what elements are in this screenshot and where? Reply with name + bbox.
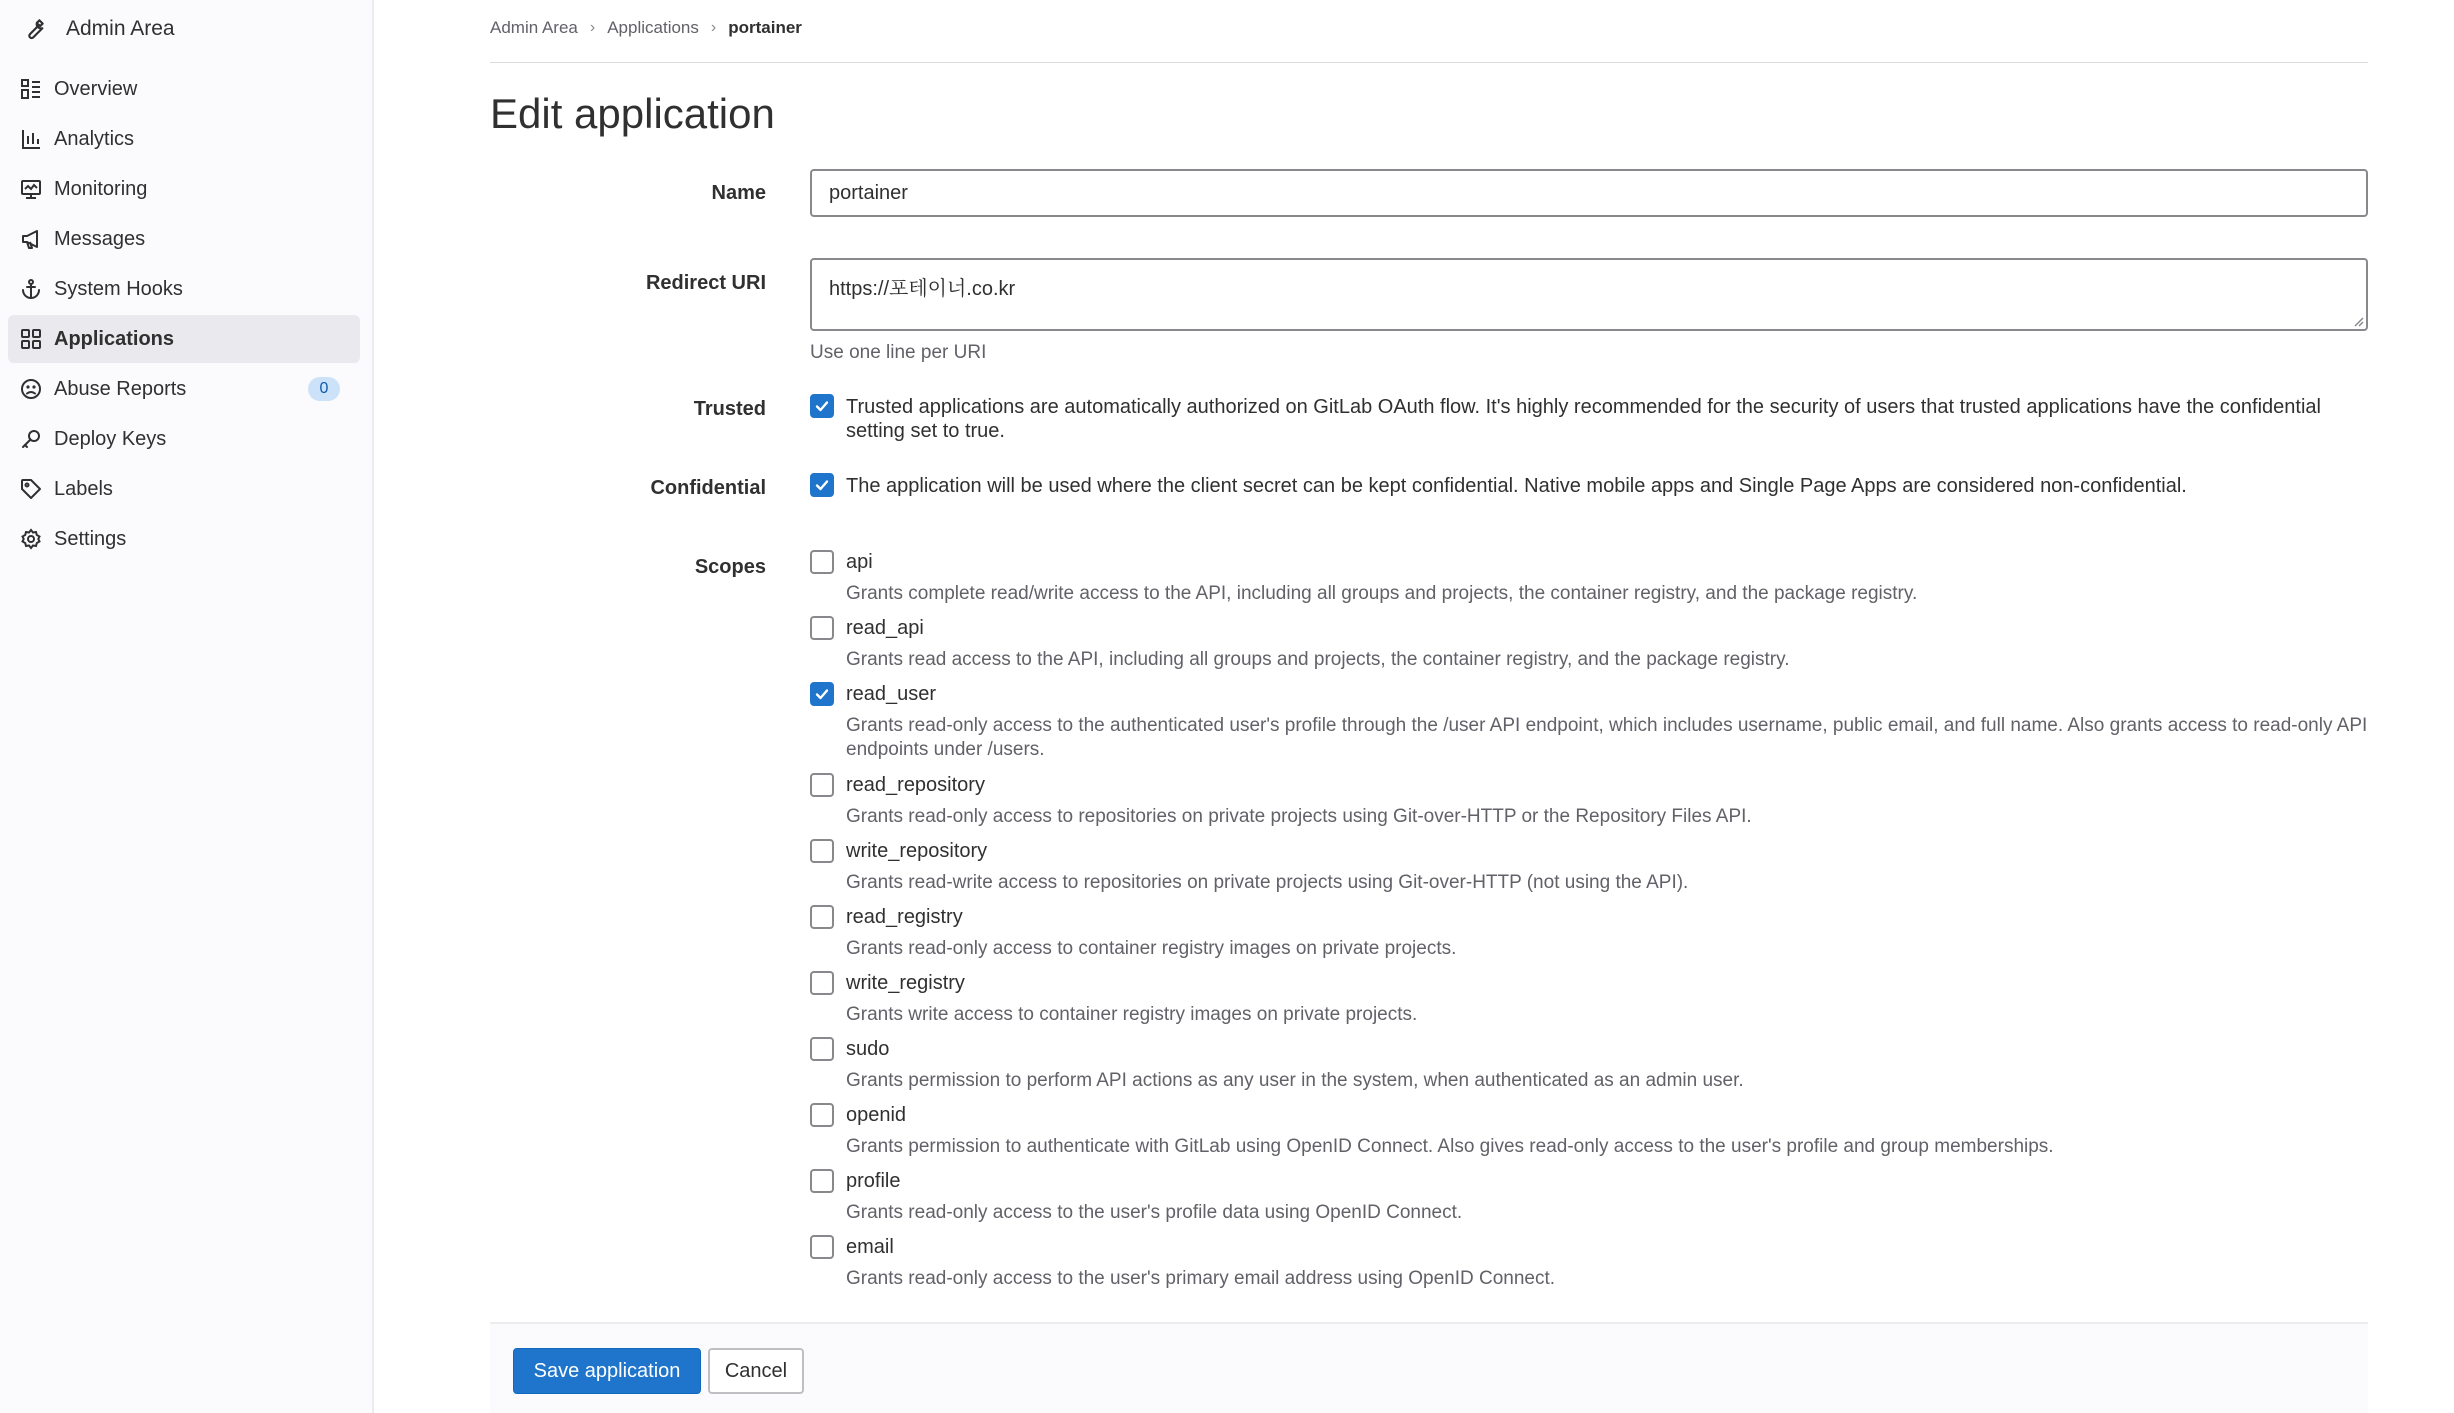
confidential-checkbox[interactable] [810, 473, 834, 497]
sidebar-header[interactable] [16, 8, 175, 50]
scope-name: read_api [846, 617, 924, 639]
scope-description: Grants permission to authenticate with GitLab using OpenID Connect. Also gives read-only access to the user's profile and group memberships. [846, 1136, 2054, 1157]
sidebar-item-system-hooks[interactable] [8, 265, 360, 313]
sidebar-item-label: System Hooks [54, 277, 183, 300]
resize-handle-icon[interactable] [2352, 315, 2364, 327]
scope-name: read_repository [846, 774, 985, 796]
settings-icon [18, 526, 44, 552]
sidebar-item-label: Analytics [54, 127, 135, 150]
sidebar-item-label: Labels [54, 477, 113, 500]
scope-name: email [846, 1236, 894, 1258]
monitor-icon [18, 176, 44, 202]
scope-checkbox-openid[interactable] [810, 1103, 834, 1127]
applications-icon [18, 326, 44, 352]
sidebar-item-applications[interactable] [8, 315, 360, 363]
abuse-icon [18, 376, 44, 402]
breadcrumb [490, 16, 802, 40]
scope-name: profile [846, 1170, 901, 1192]
scope-description: Grants read-only access to the user's primary email address using OpenID Connect. [846, 1268, 1556, 1289]
name-input-value: portainer [829, 181, 908, 204]
scope-checkbox-api[interactable] [810, 550, 834, 574]
sidebar-item-monitoring[interactable] [8, 165, 360, 213]
scope-checkbox-read-repository[interactable] [810, 773, 834, 797]
scope-checkbox-sudo[interactable] [810, 1037, 834, 1061]
redirect-uri-label: Redirect URI [645, 272, 766, 294]
scope-name: write_registry [846, 972, 965, 994]
scope-description: Grants permission to perform API actions as any user in the system, when authenticated as an admin user. [846, 1070, 1744, 1091]
scope-description: Grants complete read/write access to the API, including all groups and projects, the container registry, and the package registry. [846, 583, 1918, 604]
scope-name: openid [846, 1104, 907, 1126]
scope-description: Grants read-only access to the authenticated user's profile through the /user API endpoint, which includes username, public email, and full name. Also grants access to read-only API endpoints under /users. [846, 715, 2368, 760]
breadcrumb-admin-area[interactable]: Admin Area [490, 18, 578, 37]
scope-checkbox-email[interactable] [810, 1235, 834, 1259]
scope-description: Grants read-only access to the user's profile data using OpenID Connect. [846, 1202, 1463, 1223]
name-input[interactable] [810, 169, 2368, 217]
scopes-label: Scopes [694, 556, 766, 578]
breadcrumb-applications[interactable]: Applications [607, 18, 699, 37]
sidebar-item-label: Abuse Reports [54, 377, 187, 400]
sidebar-item-label: Applications [54, 327, 175, 350]
breadcrumb-current[interactable]: portainer [728, 18, 802, 37]
anchor-icon [18, 276, 44, 302]
check-icon [814, 477, 830, 493]
scope-name: read_registry [846, 906, 963, 928]
scope-description: Grants write access to container registry images on private projects. [846, 1004, 1418, 1025]
chevron-right-icon: › [589, 19, 596, 36]
scope-checkbox-read-api[interactable] [810, 616, 834, 640]
sidebar [0, 0, 374, 1413]
sidebar-title: Admin Area [66, 17, 175, 40]
trusted-description: Trusted applications are automatically authorized on GitLab OAuth flow. It's highly recommended for the security of users that trusted applications have the confidential setting set to true. [846, 396, 2321, 442]
sidebar-item-label: Monitoring [54, 177, 148, 200]
redirect-uri-help: Use one line per URI [810, 342, 987, 363]
trusted-label: Trusted [693, 398, 766, 420]
name-label: Name [711, 182, 766, 204]
sidebar-item-abuse-reports[interactable] [8, 365, 360, 413]
scope-checkbox-profile[interactable] [810, 1169, 834, 1193]
megaphone-icon [18, 226, 44, 252]
key-icon [18, 426, 44, 452]
admin-wrench-icon [16, 11, 52, 47]
save-application-button[interactable]: Save application [513, 1348, 701, 1394]
page-title: Edit application [490, 90, 775, 137]
redirect-uri-value: https://포테이너.co.kr [829, 278, 1016, 300]
sidebar-item-label: Settings [54, 527, 127, 550]
scope-description: Grants read-write access to repositories on private projects using Git-over-HTTP (not using the API). [846, 872, 1689, 893]
scope-checkbox-read-registry[interactable] [810, 905, 834, 929]
scope-description: Grants read-only access to repositories on private projects using Git-over-HTTP or the Repository Files API. [846, 806, 1752, 827]
scope-name: read_user [846, 683, 937, 705]
redirect-uri-textarea[interactable] [810, 258, 2368, 331]
trusted-checkbox[interactable] [810, 394, 834, 418]
check-icon [814, 686, 830, 702]
sidebar-item-labels[interactable] [8, 465, 360, 513]
sidebar-item-overview[interactable] [8, 65, 360, 113]
scope-name: write_repository [846, 840, 988, 862]
check-icon [814, 398, 830, 414]
scope-description: Grants read-only access to container registry images on private projects. [846, 938, 1457, 959]
label-icon [18, 476, 44, 502]
abuse-count-badge: 0 [308, 377, 340, 401]
cancel-button[interactable]: Cancel [708, 1348, 804, 1394]
overview-icon [18, 76, 44, 102]
scope-checkbox-write-repository[interactable] [810, 839, 834, 863]
sidebar-item-label: Messages [54, 227, 146, 250]
confidential-description: The application will be used where the client secret can be kept confidential. Native mobile apps and Single Page Apps are considered non-confidential. [846, 475, 2187, 497]
sidebar-item-deploy-keys[interactable] [8, 415, 360, 463]
scope-name: api [846, 551, 873, 573]
confidential-label: Confidential [650, 477, 766, 499]
scope-checkbox-write-registry[interactable] [810, 971, 834, 995]
scope-name: sudo [846, 1038, 890, 1060]
sidebar-item-messages[interactable] [8, 215, 360, 263]
sidebar-item-label: Overview [54, 77, 138, 100]
sidebar-item-settings[interactable] [8, 515, 360, 563]
scope-description: Grants read access to the API, including all groups and projects, the container registry, and the package registry. [846, 649, 1790, 670]
scope-checkbox-read-user[interactable] [810, 682, 834, 706]
chevron-right-icon: › [710, 19, 717, 36]
chart-icon [18, 126, 44, 152]
header-divider [490, 62, 2368, 63]
sidebar-item-analytics[interactable] [8, 115, 360, 163]
sidebar-item-label: Deploy Keys [54, 427, 167, 450]
